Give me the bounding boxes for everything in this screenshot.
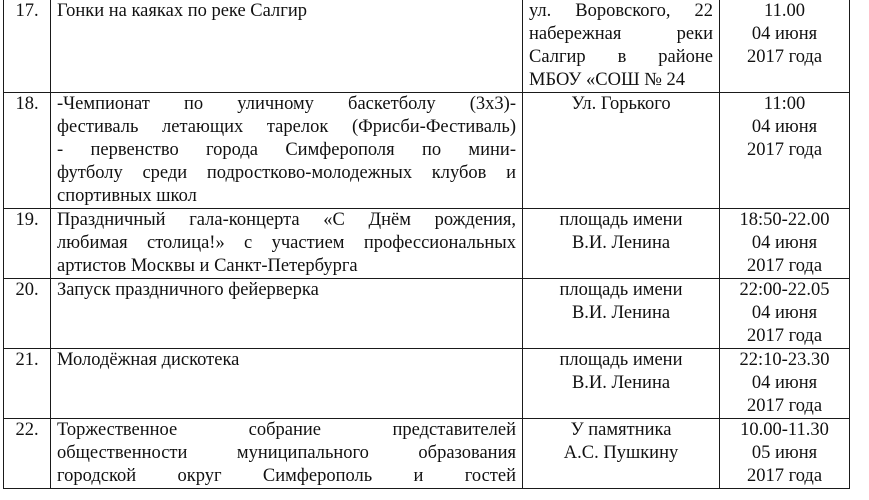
place-line: В.И. Ленина [571, 233, 671, 253]
event-time [720, 349, 850, 419]
event-line: Праздничный гала-концерта «С Днём рождения, [57, 210, 516, 230]
event-name [51, 419, 523, 489]
year-line: 2017 года [746, 466, 823, 486]
row-number: 21. [4, 349, 51, 419]
table-row [4, 419, 850, 489]
event-line: любимая столица!» с участием профессиональных [57, 233, 516, 253]
event-line: спортивных школ [57, 186, 197, 206]
date-line: 04 июня [751, 373, 818, 393]
event-time [720, 279, 850, 349]
event-place [523, 209, 720, 279]
event-line: - первенство города Симферополя по мини- [57, 140, 516, 160]
year-line: 2017 года [746, 396, 823, 416]
event-place [523, 419, 720, 489]
event-place [523, 349, 720, 419]
place-line: Салгир в районе [529, 47, 713, 67]
place-line: площадь имени [559, 210, 683, 230]
place-line: ул. Воровского, 22 [529, 1, 713, 21]
event-line: футболу среди подростково-молодежных клубов и [57, 163, 516, 183]
date-line: 05 июня [751, 443, 818, 463]
table-row [4, 349, 850, 419]
event-line: Гонки на каяках по реке Салгир [57, 1, 307, 21]
event-line: городской округ Симферополь и гостей [57, 466, 516, 486]
event-name [51, 209, 523, 279]
row-number: 18. [4, 93, 51, 209]
table-row [4, 93, 850, 209]
date-line: 04 июня [751, 303, 818, 323]
time-line: 22:10-23.30 [739, 350, 830, 370]
time-line: 11:00 [763, 94, 806, 114]
event-time [720, 419, 850, 489]
table-row [4, 209, 850, 279]
date-line: 04 июня [751, 24, 818, 44]
event-place [523, 279, 720, 349]
place-line: площадь имени [559, 350, 683, 370]
place-line: В.И. Ленина [571, 303, 671, 323]
place-line: В.И. Ленина [571, 373, 671, 393]
event-time [720, 209, 850, 279]
table-row [4, 279, 850, 349]
year-line: 2017 года [746, 140, 823, 160]
event-time [720, 93, 850, 209]
row-number: 20. [4, 279, 51, 349]
event-name [51, 279, 523, 349]
time-line: 11.00 [764, 1, 805, 21]
time-line: 22:00-22.05 [739, 280, 830, 300]
event-line: Запуск праздничного фейерверка [57, 280, 319, 300]
time-line: 10.00-11.30 [740, 420, 829, 440]
table-row [4, 0, 850, 93]
event-name [51, 93, 523, 209]
event-line: фестиваль летающих тарелок (Фрисби-Фестиваль) [57, 117, 516, 137]
place-line: У памятника [570, 420, 672, 440]
event-time [720, 0, 850, 93]
place-line: МБОУ «СОШ № 24 [529, 70, 686, 90]
date-line: 04 июня [751, 233, 818, 253]
event-line: артистов Москвы и Санкт-Петербурга [57, 256, 358, 276]
time-line: 18:50-22.00 [739, 210, 830, 230]
row-number: 22. [4, 419, 51, 489]
event-place [523, 0, 720, 93]
place-line: Ул. Горького [571, 94, 671, 114]
event-place [523, 93, 720, 209]
year-line: 2017 года [746, 326, 823, 346]
events-table [3, 0, 850, 489]
date-line: 04 июня [751, 117, 818, 137]
event-line: -Чемпионат по уличному баскетболу (3х3)- [57, 94, 516, 114]
year-line: 2017 года [746, 47, 823, 67]
place-line: А.С. Пушкину [563, 443, 679, 463]
event-line: общественности муниципального образования [57, 443, 516, 463]
year-line: 2017 года [746, 256, 823, 276]
event-line: Молодёжная дискотека [57, 350, 240, 370]
row-number: 19. [4, 209, 51, 279]
place-line: набережная реки [529, 24, 713, 44]
place-line: площадь имени [559, 280, 683, 300]
row-number: 17. [4, 0, 51, 93]
event-name [51, 0, 523, 93]
event-line: Торжественное собрание представителей [57, 420, 516, 440]
event-name [51, 349, 523, 419]
